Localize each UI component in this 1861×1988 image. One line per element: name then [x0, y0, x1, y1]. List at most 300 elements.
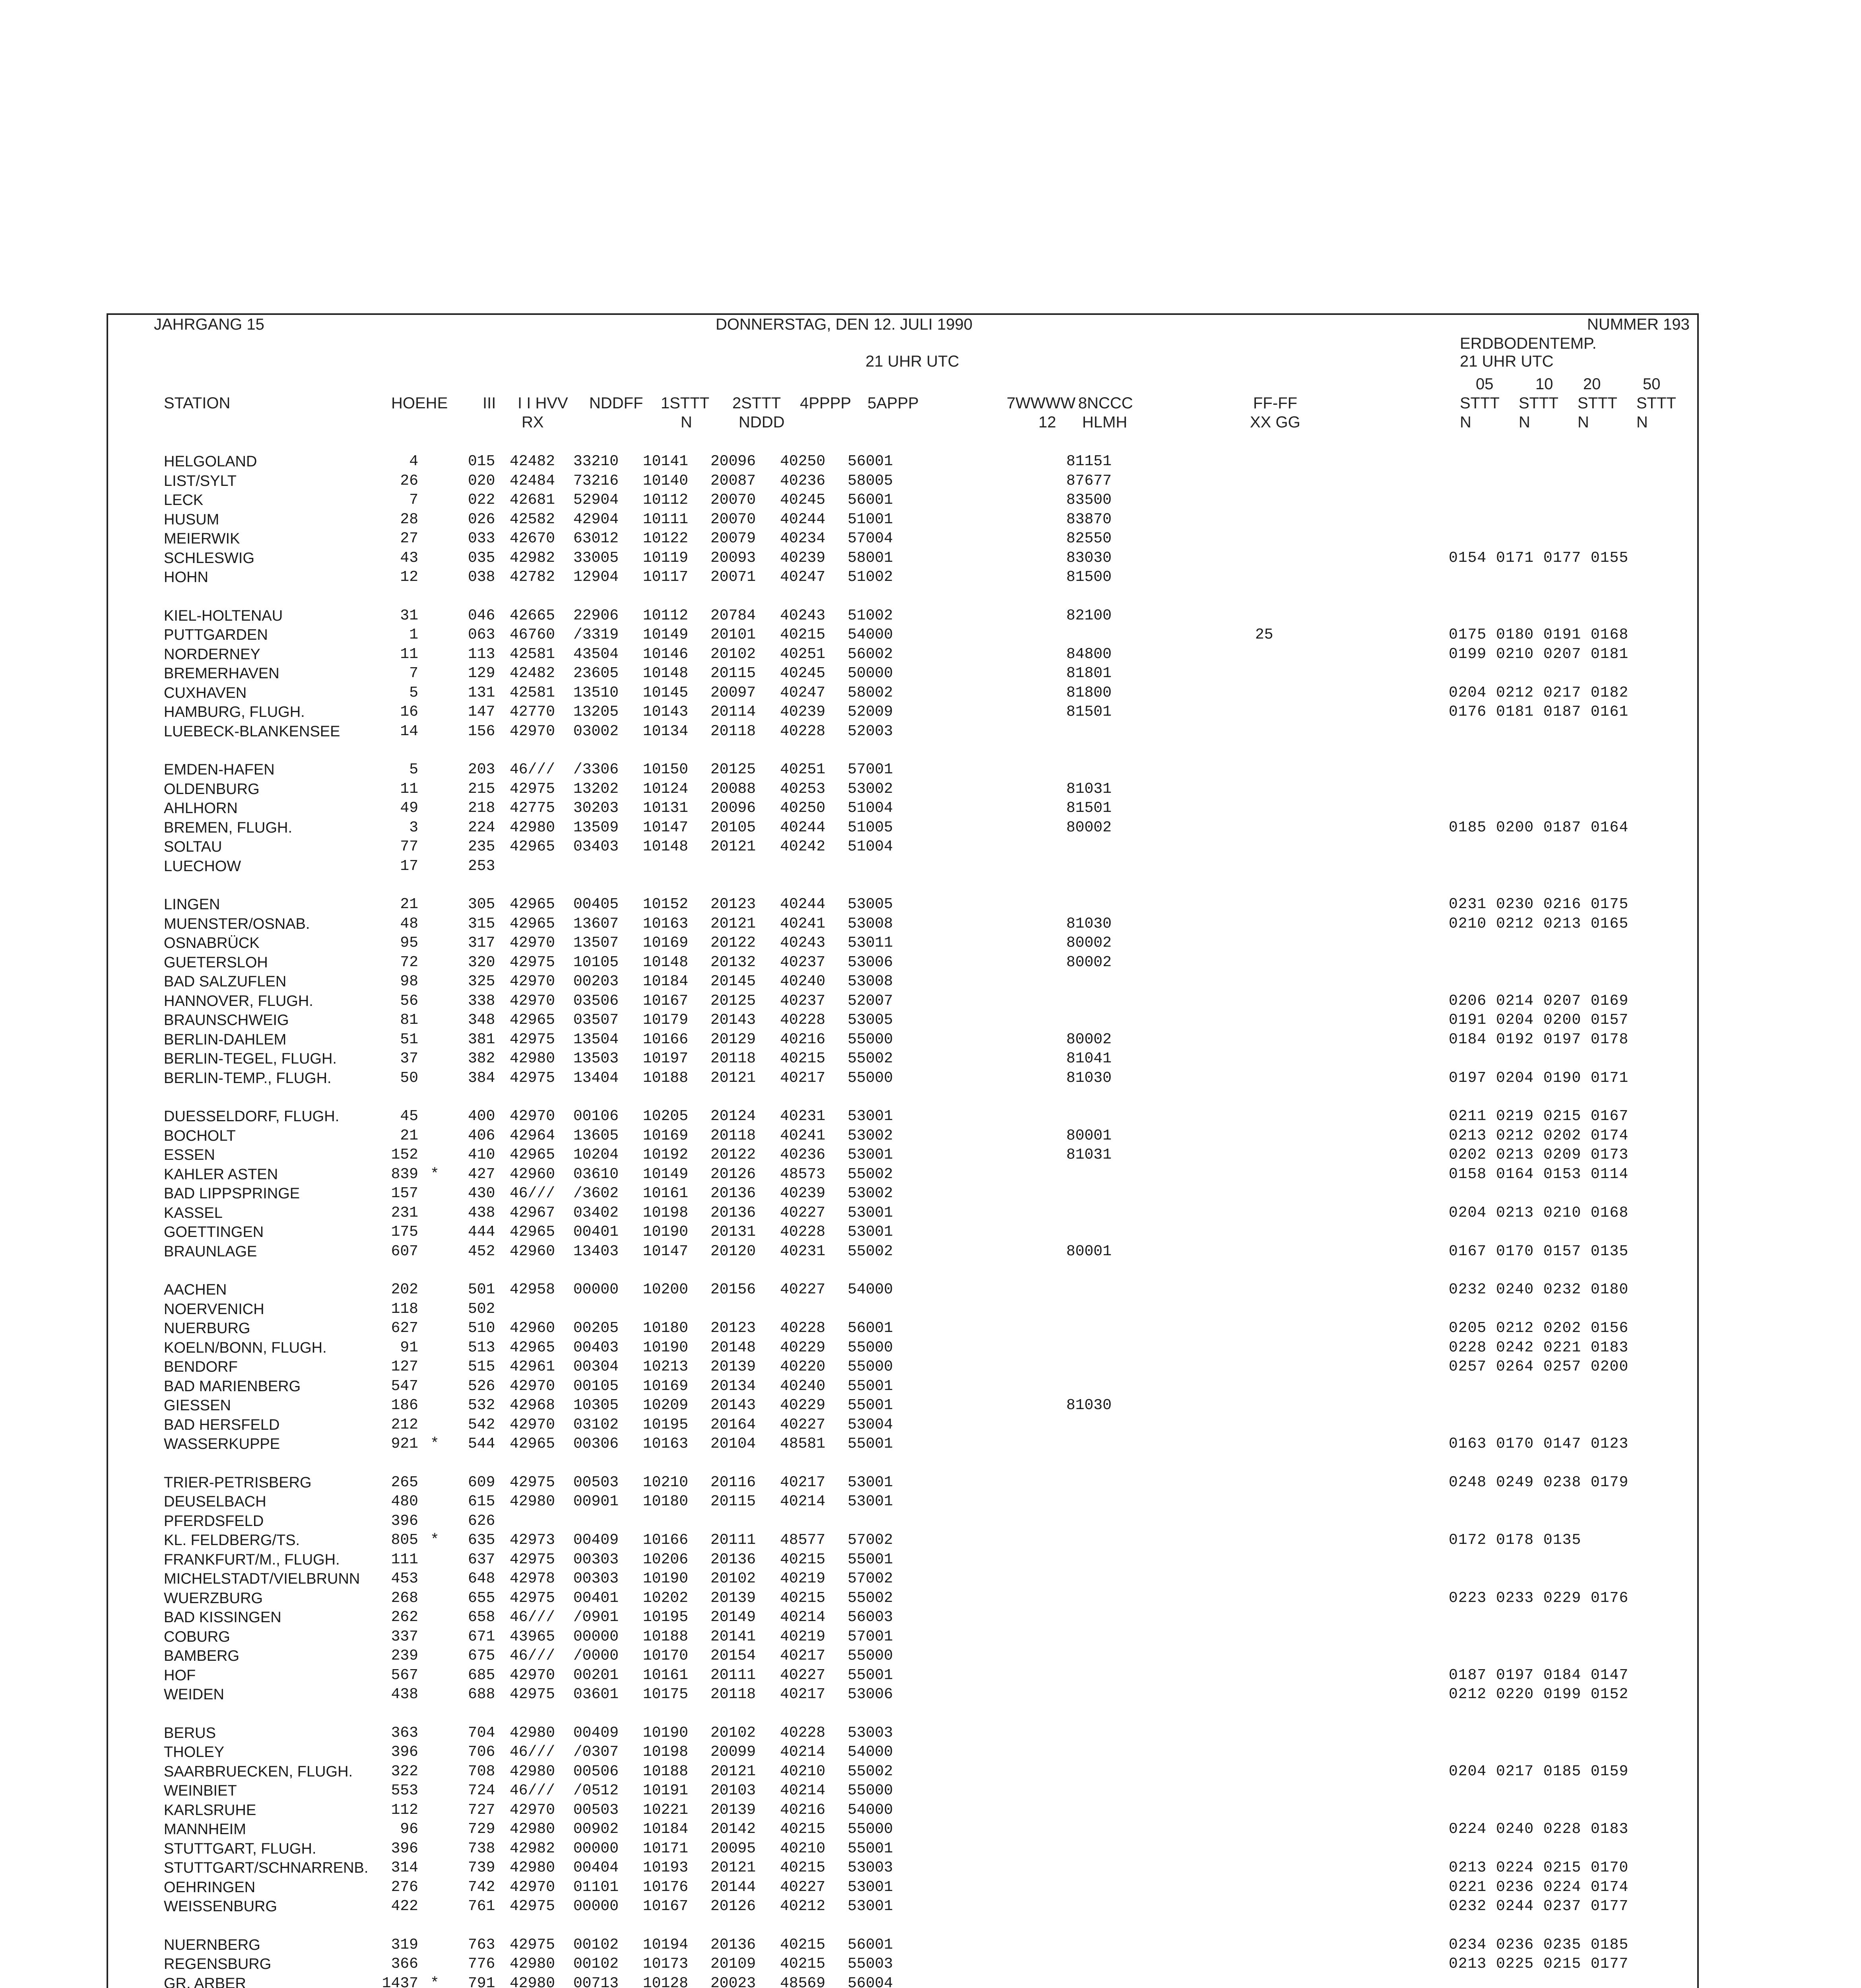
station-height: 268	[391, 1589, 418, 1607]
station-id: 215	[468, 780, 495, 798]
group-3: 10190	[643, 1570, 689, 1587]
group-8nccc: 81501	[1066, 703, 1112, 720]
group-3: 10209	[643, 1397, 689, 1414]
group-2: 22906	[573, 607, 619, 624]
group-8nccc: 80002	[1066, 934, 1112, 951]
station-id: 648	[468, 1570, 495, 1587]
station-name: BERLIN-TEMP., FLUGH.	[164, 1070, 332, 1087]
group-6: 53001	[848, 1878, 893, 1896]
group-6: 53011	[848, 934, 893, 951]
group-3: 10171	[643, 1840, 689, 1857]
station-height: 95	[400, 934, 418, 951]
col-2sttt: 2STTT	[732, 394, 781, 412]
mountain-marker: *	[430, 1435, 439, 1452]
group-6: 57001	[848, 1628, 893, 1645]
station-height: 314	[391, 1859, 418, 1876]
station-height: 553	[391, 1782, 418, 1799]
group-4: 20124	[710, 1108, 756, 1125]
station-name: WASSERKUPPE	[164, 1436, 280, 1452]
group-2: 12904	[573, 569, 619, 586]
station-name: WEIDEN	[164, 1686, 224, 1703]
station-name: BAD MARIENBERG	[164, 1378, 301, 1395]
station-name: WEISSENBURG	[164, 1898, 278, 1915]
station-id: 400	[468, 1108, 495, 1125]
station-id: 406	[468, 1127, 495, 1144]
group-5: 40244	[780, 819, 826, 836]
station-id: 131	[468, 684, 495, 701]
station-name: STUTTGART, FLUGH.	[164, 1840, 316, 1857]
soil-temps: 0202 0213 0209 0173	[1449, 1146, 1629, 1163]
group-1: 42980	[510, 819, 555, 836]
group-3: 10161	[643, 1666, 689, 1684]
station-id: 348	[468, 1011, 495, 1029]
group-4: 20097	[710, 684, 756, 701]
station-name: CUXHAVEN	[164, 684, 247, 701]
soil-depth-05: 05	[1476, 375, 1494, 393]
group-2: 10204	[573, 1146, 619, 1163]
group-3: 10112	[643, 491, 689, 509]
station-id: 113	[468, 645, 495, 663]
station-height: 396	[391, 1743, 418, 1761]
group-8nccc: 81800	[1066, 684, 1112, 701]
group-4: 20099	[710, 1743, 756, 1761]
group-1: 42965	[510, 1435, 555, 1452]
group-1: 42975	[510, 1686, 555, 1703]
soil-depth-50: 50	[1643, 375, 1661, 393]
station-id: 430	[468, 1185, 495, 1202]
group-3: 10188	[643, 1763, 689, 1780]
group-2: 03506	[573, 992, 619, 1010]
group-3: 10112	[643, 607, 689, 624]
station-height: 7	[409, 665, 418, 682]
group-5: 40216	[780, 1031, 826, 1048]
group-3: 10200	[643, 1281, 689, 1298]
group-5: 40231	[780, 1242, 826, 1260]
soil-temps: 0204 0212 0217 0182	[1449, 684, 1629, 701]
group-5: 40243	[780, 934, 826, 951]
group-1: 46///	[510, 761, 555, 778]
group-1: 42670	[510, 530, 555, 547]
group-8nccc: 82100	[1066, 607, 1112, 624]
group-2: 23605	[573, 665, 619, 682]
group-6: 53002	[848, 780, 893, 798]
col-8nccc: 8NCCC	[1078, 394, 1133, 412]
station-id: 513	[468, 1339, 495, 1356]
group-1: 42965	[510, 1339, 555, 1356]
station-height: 7	[409, 491, 418, 509]
col-1sttt: 1STTT	[661, 394, 710, 412]
station-id: 544	[468, 1435, 495, 1452]
group-3: 10188	[643, 1628, 689, 1645]
group-6: 54000	[848, 626, 893, 643]
group-1: 42582	[510, 511, 555, 528]
group-5: 40242	[780, 838, 826, 855]
station-id: 515	[468, 1358, 495, 1375]
station-name: GIESSEN	[164, 1397, 231, 1414]
group-2: 00404	[573, 1859, 619, 1876]
station-name: PUTTGARDEN	[164, 627, 268, 643]
station-id: 253	[468, 857, 495, 875]
group-2: 10105	[573, 953, 619, 971]
station-height: 111	[391, 1551, 418, 1568]
group-1: 42960	[510, 1165, 555, 1183]
group-3: 10202	[643, 1589, 689, 1607]
group-3: 10167	[643, 992, 689, 1010]
group-2: /0000	[573, 1647, 619, 1664]
table-row	[108, 895, 1698, 914]
station-height: 72	[400, 953, 418, 971]
group-1: 42770	[510, 703, 555, 720]
group-1: 42581	[510, 645, 555, 663]
table-row	[108, 934, 1698, 953]
group-5: 40244	[780, 511, 826, 528]
station-id: 688	[468, 1686, 495, 1703]
station-height: 96	[400, 1821, 418, 1838]
group-6: 53005	[848, 896, 893, 913]
group-4: 20121	[710, 1763, 756, 1780]
group-5: 40240	[780, 1377, 826, 1395]
group-6: 55000	[848, 1031, 893, 1048]
group-1: 42978	[510, 1570, 555, 1587]
group-3: 10134	[643, 722, 689, 740]
group-5: 40237	[780, 953, 826, 971]
soil-temps: 0154 0171 0177 0155	[1449, 549, 1629, 567]
station-id: 739	[468, 1859, 495, 1876]
station-name: KARLSRUHE	[164, 1802, 256, 1819]
soil-temps: 0234 0236 0235 0185	[1449, 1936, 1629, 1953]
group-2: 33005	[573, 549, 619, 567]
station-height: 127	[391, 1358, 418, 1375]
station-height: 1	[409, 626, 418, 643]
group-5: 40227	[780, 1281, 826, 1298]
group-1: 42970	[510, 1377, 555, 1395]
col-5appp: 5APPP	[867, 394, 919, 412]
time-main: 21 UHR UTC	[865, 353, 959, 370]
group-3: 10167	[643, 1898, 689, 1915]
group-6: 55000	[848, 1069, 893, 1087]
group-3: 10143	[643, 703, 689, 720]
group-2: /3306	[573, 761, 619, 778]
group-5: 40215	[780, 1050, 826, 1067]
mountain-marker: *	[430, 1974, 439, 1988]
station-name: LUEBECK-BLANKENSEE	[164, 723, 340, 740]
group-6: 58001	[848, 549, 893, 567]
station-id: 427	[468, 1165, 495, 1183]
group-2: 00102	[573, 1955, 619, 1972]
group-8nccc: 81151	[1066, 453, 1112, 470]
group-1: 42970	[510, 1801, 555, 1819]
group-4: 20118	[710, 1127, 756, 1144]
station-id: 635	[468, 1532, 495, 1549]
group-6: 56001	[848, 453, 893, 470]
station-id: 203	[468, 761, 495, 778]
station-id: 729	[468, 1821, 495, 1838]
group-1: 42980	[510, 1050, 555, 1067]
group-1: 42484	[510, 472, 555, 489]
station-height: 50	[400, 1069, 418, 1087]
table-row	[108, 1223, 1698, 1242]
group-4: 20103	[710, 1782, 756, 1799]
group-1: 46///	[510, 1782, 555, 1799]
soil-stt-20: STTT	[1578, 394, 1617, 412]
group-6: 51002	[848, 607, 893, 624]
soil-stt-05: STTT	[1460, 394, 1500, 412]
col-rx: RX	[522, 414, 544, 431]
group-2: 52904	[573, 491, 619, 509]
group-5: 40217	[780, 1686, 826, 1703]
group-4: 20121	[710, 1859, 756, 1876]
station-id: 320	[468, 953, 495, 971]
station-height: 547	[391, 1377, 418, 1395]
group-4: 20139	[710, 1589, 756, 1607]
group-1: 42968	[510, 1397, 555, 1414]
group-5: 40228	[780, 1724, 826, 1741]
group-8nccc: 81500	[1066, 569, 1112, 586]
group-4: 20102	[710, 645, 756, 663]
group-3: 10166	[643, 1532, 689, 1549]
station-name: TRIER-PETRISBERG	[164, 1474, 312, 1491]
group-3: 10179	[643, 1011, 689, 1029]
station-name: WUERZBURG	[164, 1590, 263, 1607]
group-6: 53001	[848, 1108, 893, 1125]
station-id: 526	[468, 1377, 495, 1395]
group-1: 42964	[510, 1127, 555, 1144]
station-height: 56	[400, 992, 418, 1010]
group-4: 20129	[710, 1031, 756, 1048]
station-id: 704	[468, 1724, 495, 1741]
station-height: 51	[400, 1031, 418, 1048]
group-4: 20141	[710, 1628, 756, 1645]
station-id: 156	[468, 722, 495, 740]
group-5: 40215	[780, 1955, 826, 1972]
station-id: 147	[468, 703, 495, 720]
station-height: 276	[391, 1878, 418, 1896]
soil-stt-10: STTT	[1519, 394, 1558, 412]
group-2: 00106	[573, 1108, 619, 1125]
group-5: 48573	[780, 1165, 826, 1183]
station-id: 708	[468, 1763, 495, 1780]
soil-temp-title: ERDBODENTEMP.	[1460, 335, 1597, 352]
group-3: 10148	[643, 665, 689, 682]
table-row	[108, 1165, 1698, 1184]
station-height: 16	[400, 703, 418, 720]
group-2: 73216	[573, 472, 619, 489]
station-name: NOERVENICH	[164, 1301, 264, 1318]
table-row	[108, 645, 1698, 664]
table-row	[108, 1685, 1698, 1704]
mountain-marker: *	[430, 1165, 439, 1183]
group-2: 13404	[573, 1069, 619, 1087]
station-name: REGENSBURG	[164, 1956, 272, 1972]
station-name: HOHN	[164, 569, 208, 586]
group-4: 20096	[710, 453, 756, 470]
station-name: HANNOVER, FLUGH.	[164, 992, 313, 1010]
table-row	[108, 722, 1698, 741]
group-1: 42782	[510, 569, 555, 586]
station-name: AHLHORN	[164, 800, 238, 817]
group-5: 40239	[780, 1185, 826, 1202]
station-height: 26	[400, 472, 418, 489]
group-6: 53004	[848, 1416, 893, 1433]
group-6: 57001	[848, 761, 893, 778]
group-2: 13510	[573, 684, 619, 701]
station-id: 381	[468, 1031, 495, 1048]
table-row	[108, 568, 1698, 587]
soil-temps: 0184 0192 0197 0178	[1449, 1031, 1629, 1048]
group-1: 46760	[510, 626, 555, 643]
table-row	[108, 1589, 1698, 1608]
table-row	[108, 1473, 1698, 1492]
station-height: 5	[409, 684, 418, 701]
group-1: 42970	[510, 1878, 555, 1896]
station-height: 322	[391, 1763, 418, 1780]
group-4: 20102	[710, 1570, 756, 1587]
group-3: 10122	[643, 530, 689, 547]
group-2: 13403	[573, 1242, 619, 1260]
station-name: BENDORF	[164, 1359, 238, 1375]
group-6: 51004	[848, 838, 893, 855]
group-6: 52009	[848, 703, 893, 720]
group-2: 03403	[573, 838, 619, 855]
table-row	[108, 1011, 1698, 1030]
station-name: BAD KISSINGEN	[164, 1609, 281, 1626]
group-2: 00401	[573, 1223, 619, 1241]
group-3: 10184	[643, 1821, 689, 1838]
group-1: 42965	[510, 896, 555, 913]
table-row	[108, 1936, 1698, 1955]
group-1: 43965	[510, 1628, 555, 1645]
group-1: 42975	[510, 1936, 555, 1953]
group-3: 10117	[643, 569, 689, 586]
group-2: 00102	[573, 1936, 619, 1953]
table-row	[108, 703, 1698, 722]
table-row	[108, 992, 1698, 1011]
table-row	[108, 1184, 1698, 1203]
group-1: 42960	[510, 1242, 555, 1260]
group-1: 42665	[510, 607, 555, 624]
group-4: 20070	[710, 491, 756, 509]
group-2: 00000	[573, 1840, 619, 1857]
group-5: 40241	[780, 1127, 826, 1144]
station-name: LUECHOW	[164, 858, 241, 875]
station-id: 671	[468, 1628, 495, 1645]
group-1: 42965	[510, 838, 555, 855]
table-row	[108, 1897, 1698, 1916]
group-2: 00303	[573, 1551, 619, 1568]
group-5: 40239	[780, 549, 826, 567]
group-6: 53006	[848, 1686, 893, 1703]
group-3: 10175	[643, 1686, 689, 1703]
col-nddff: NDDFF	[589, 394, 643, 412]
group-5: 40214	[780, 1782, 826, 1799]
table-row	[108, 1396, 1698, 1415]
station-height: 11	[400, 780, 418, 798]
station-id: 218	[468, 800, 495, 817]
station-height: 152	[391, 1146, 418, 1163]
group-2: 00405	[573, 896, 619, 913]
group-2: 00713	[573, 1974, 619, 1988]
station-height: 14	[400, 722, 418, 740]
station-name: BREMEN, FLUGH.	[164, 819, 293, 836]
group-3: 10184	[643, 973, 689, 990]
group-6: 53001	[848, 1204, 893, 1221]
group-2: 63012	[573, 530, 619, 547]
table-row	[108, 857, 1698, 876]
group-3: 10128	[643, 1974, 689, 1988]
col-8nccc-hlmh: HLMH	[1082, 414, 1127, 431]
group-4: 20088	[710, 780, 756, 798]
station-id: 761	[468, 1898, 495, 1915]
group-6: 54000	[848, 1801, 893, 1819]
group-1: 42967	[510, 1204, 555, 1221]
station-id: 675	[468, 1647, 495, 1664]
group-8nccc: 81031	[1066, 780, 1112, 798]
group-5: 40251	[780, 645, 826, 663]
group-4: 20139	[710, 1801, 756, 1819]
table-row	[108, 1781, 1698, 1800]
group-5: 40217	[780, 1474, 826, 1491]
group-6: 56001	[848, 1936, 893, 1953]
group-4: 20148	[710, 1339, 756, 1356]
group-4: 20125	[710, 992, 756, 1010]
station-name: NUERBURG	[164, 1320, 250, 1337]
group-6: 53001	[848, 1223, 893, 1241]
report-sheet	[107, 313, 1699, 1988]
group-6: 52003	[848, 722, 893, 740]
group-3: 10169	[643, 1127, 689, 1144]
group-6: 55002	[848, 1763, 893, 1780]
station-id: 763	[468, 1936, 495, 1953]
soil-temps: 0213 0225 0215 0177	[1449, 1955, 1629, 1972]
group-3: 10170	[643, 1647, 689, 1664]
group-6: 55001	[848, 1377, 893, 1395]
soil-temps: 0176 0181 0187 0161	[1449, 703, 1629, 720]
station-id: 626	[468, 1512, 495, 1530]
soil-temps: 0163 0170 0147 0123	[1449, 1435, 1629, 1452]
group-3: 10180	[643, 1493, 689, 1510]
group-2: 13205	[573, 703, 619, 720]
station-name: NUERNBERG	[164, 1936, 260, 1953]
group-3: 10149	[643, 626, 689, 643]
group-4: 20164	[710, 1416, 756, 1433]
group-6: 56001	[848, 491, 893, 509]
group-4: 20121	[710, 915, 756, 932]
group-2: 42904	[573, 511, 619, 528]
table-row	[108, 529, 1698, 548]
group-1: 42970	[510, 1666, 555, 1684]
soil-n-50: N	[1636, 414, 1648, 431]
group-6: 56002	[848, 645, 893, 663]
soil-depth-20: 20	[1583, 375, 1601, 393]
table-row	[108, 1743, 1698, 1762]
group-3: 10198	[643, 1204, 689, 1221]
group-6: 51005	[848, 819, 893, 836]
group-1: 42965	[510, 1146, 555, 1163]
group-5: 40227	[780, 1416, 826, 1433]
group-3: 10163	[643, 1435, 689, 1452]
group-5: 40215	[780, 1821, 826, 1838]
group-2: /0307	[573, 1743, 619, 1761]
group-6: 55001	[848, 1666, 893, 1684]
group-4: 20143	[710, 1011, 756, 1029]
group-3: 10131	[643, 800, 689, 817]
group-1: 42965	[510, 1223, 555, 1241]
table-row	[108, 1300, 1698, 1319]
group-4: 20111	[710, 1666, 756, 1684]
group-1: 42975	[510, 780, 555, 798]
group-6: 55000	[848, 1358, 893, 1375]
soil-temps: 0212 0220 0199 0152	[1449, 1686, 1629, 1703]
